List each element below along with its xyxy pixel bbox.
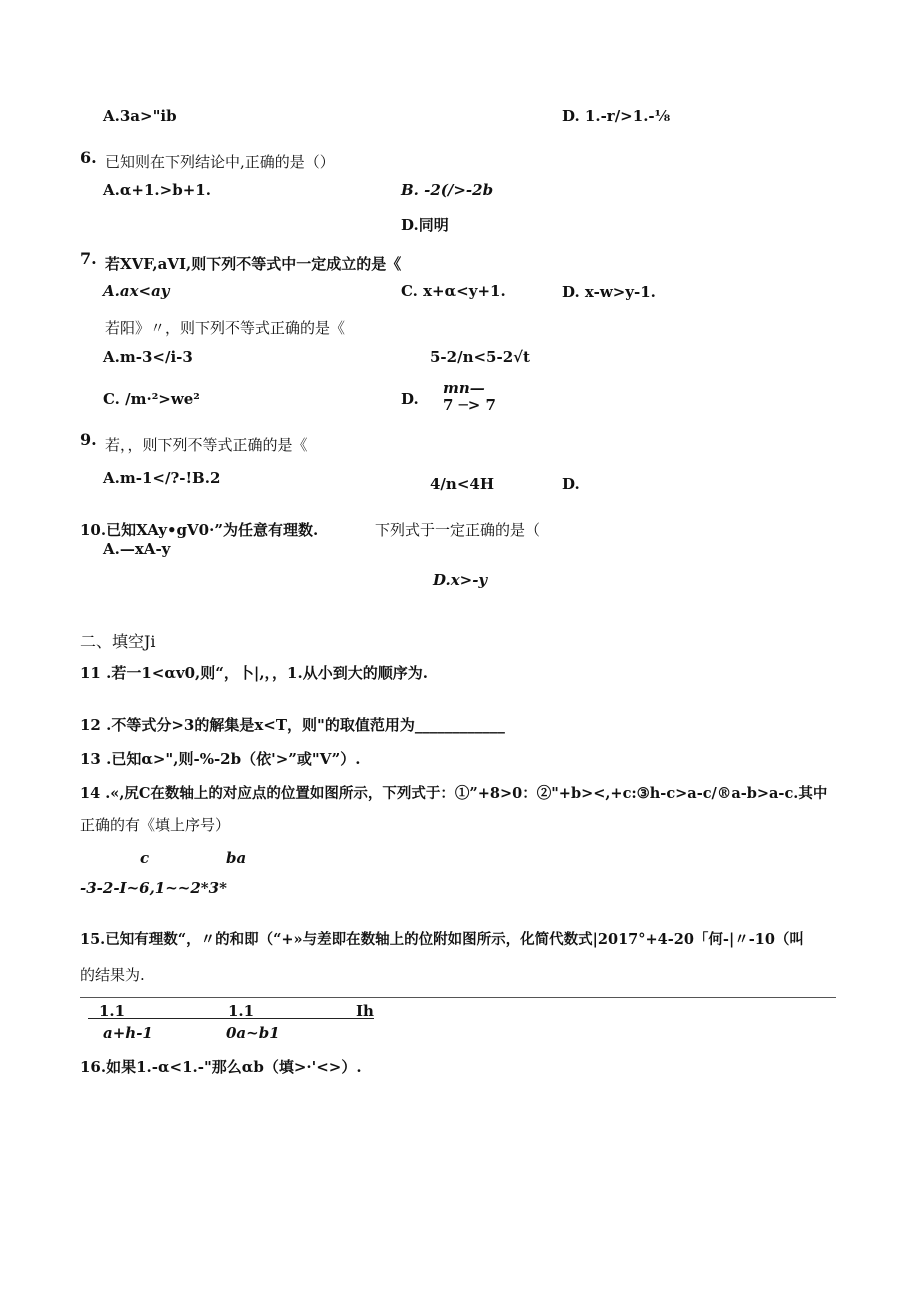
q14-number-line: -3-2-I~6,1~~2*3* [80,879,227,897]
q7-number: 7. [80,249,97,268]
q12-text: 12 .不等式分>3的解集是x<T，则"的取值范用为____________ [80,716,505,734]
q6-number: 6. [80,148,97,167]
q13-text: 13 .已知α>",则-%-2b（依'>”或"V”）. [80,750,361,768]
q7-option-c: C. x+α<y+1. [401,282,506,300]
q8-option-d-label: D. [401,390,419,408]
q15-tick-2: 1.1 [228,1002,255,1020]
q6-option-a: A.α+1.>b+1. [103,181,211,199]
q7-option-a: A.ax<ay [103,282,170,300]
q15-line2: 的结果为. [80,966,145,984]
q9-option-d: D. [562,475,580,493]
q9-option-a: A.m-1</?-!B.2 [103,469,221,487]
q8-option-d-denominator: 7 ─> 7 [443,396,496,414]
q10-option-d: D.x>-y [433,571,488,589]
q8-option-b: 5-2/n<5-2√t [430,348,530,366]
q16-text: 16.如果1.-α<1.-"那么αb（填>·'<>）. [80,1058,362,1076]
q8-option-d-numerator: mn— [443,379,485,397]
q7-option-d: D. x-w>y-1. [562,283,656,301]
q9-stem: 若，，则下列不等式正确的是《 [105,436,308,454]
q9-number: 9. [80,430,97,449]
q5-option-a: A.3a>"ib [103,107,177,125]
q14-axis-label-c: c [140,849,150,867]
q11-text: 11 .若一1<αv0,则“，卜|,，，1.从小到大的顺序为. [80,664,428,682]
q15-line1: 15.已知有理数“，〃的和即（“+»与差即在数轴上的位附如图所示，化简代数式|2017°+4-20「何-|〃-10（叫 [80,931,804,948]
q15-number-line [88,1018,374,1019]
q15-divider [80,997,836,998]
q8-option-a: A.m-3</i-3 [103,348,193,366]
section-title: 二、填空Ji [80,632,156,651]
q15-tick-3: Ih [356,1002,374,1020]
q6-option-b: B. -2(/>-2b [401,181,494,199]
q5-option-d: D. 1.-r/>1.-⅛ [562,107,671,125]
q15-label-sum: a+h-1 [103,1024,153,1042]
q7-stem: 若XVF,aVI,则下列不等式中一定成立的是《 [105,255,402,273]
q14-axis-label-ba: ba [226,849,247,867]
q10-stem-left: 10.已知XAy•gV0·”为任意有理数. [80,521,319,539]
q8-stem: 若阳》〃，则下列不等式正确的是《 [105,319,346,337]
q14-line1: 14 .«,尻C在数轴上的对应点的位置如图所示，下列式于：①”+8>0：②"+b><,+c:③h-c>a-c/®a-b>a-c.其中 [80,785,828,802]
q15-tick-1: 1.1 [99,1002,126,1020]
q10-stem-right: 下列式于一定正确的是（ [375,521,541,539]
q6-stem: 已知则在下列结论中,正确的是（） [105,153,335,171]
q10-option-a: A.—xA-y [103,540,171,558]
q14-line2: 正确的有《填上序号） [80,816,231,834]
q9-option-c: 4/n<4H [430,475,494,493]
q6-option-d: D.同明 [401,216,449,234]
q8-option-c: C. /m·²>we² [103,390,200,408]
q15-label-diff: 0a~b1 [226,1024,280,1042]
